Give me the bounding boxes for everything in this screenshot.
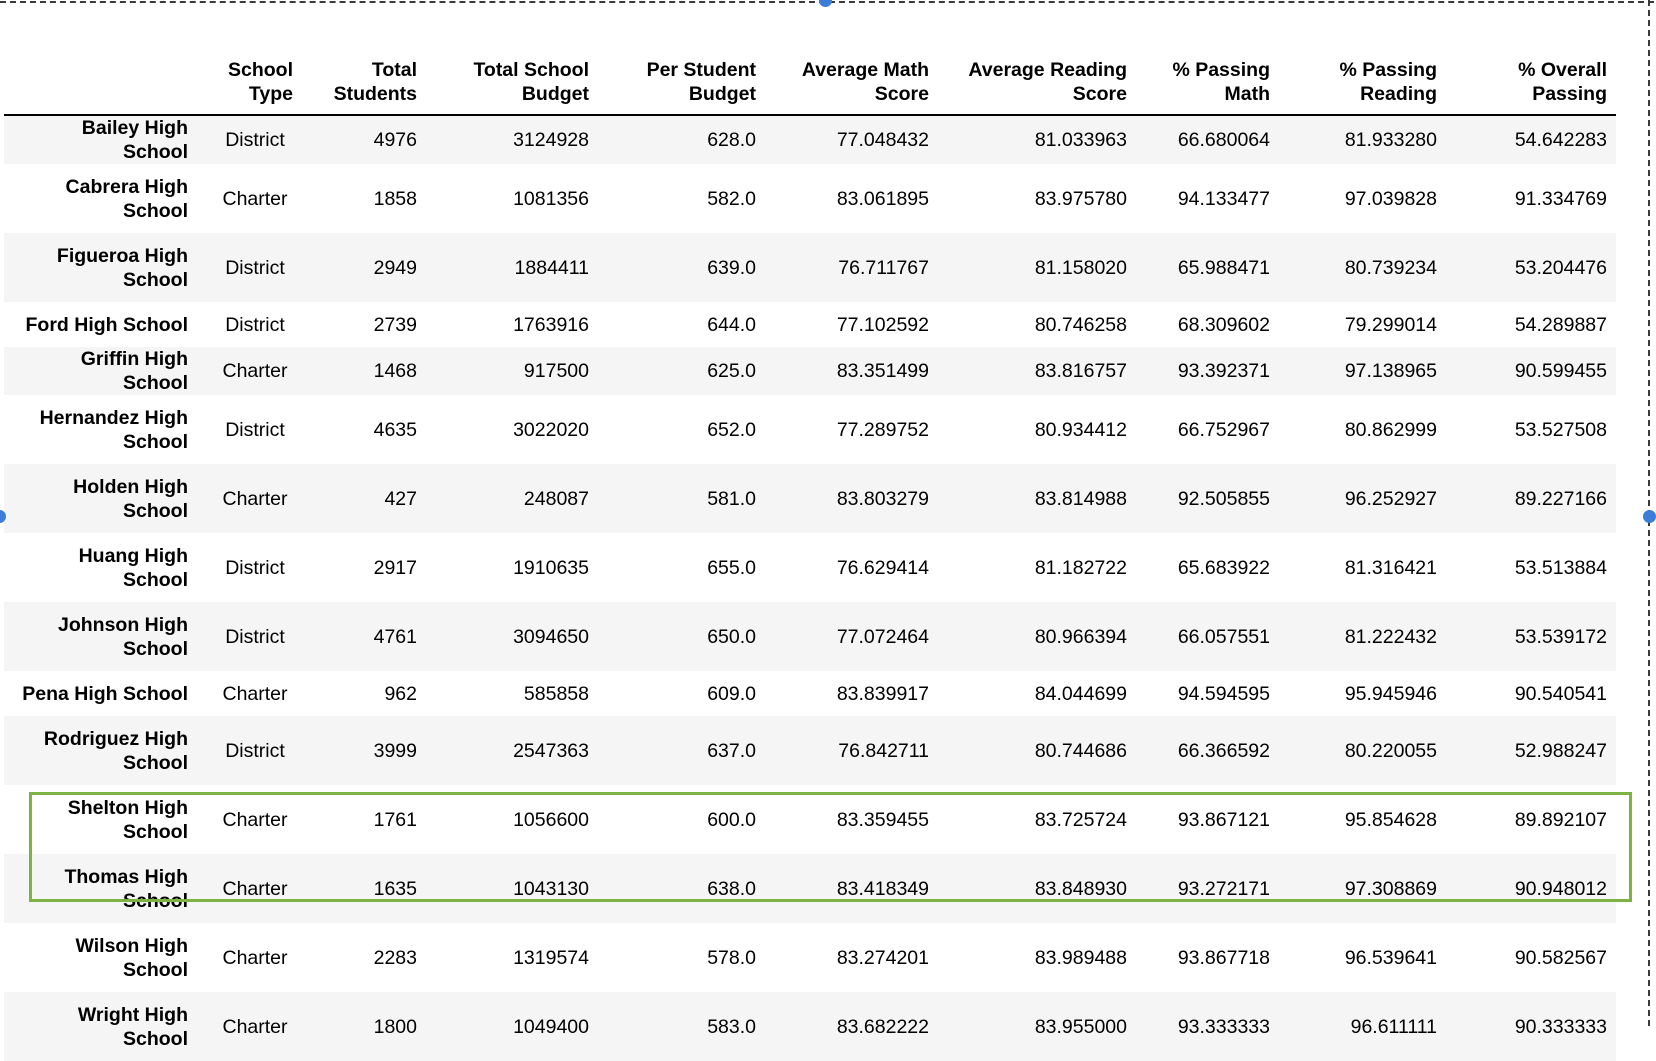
table-cell: 91.334769 (1514, 187, 1607, 210)
table-row (4, 233, 1616, 302)
table-cell: 96.539641 (1344, 946, 1437, 969)
row-index-school-name: Thomas High School (64, 865, 188, 912)
table-cell: 89.227166 (1514, 487, 1607, 510)
table-cell: 1635 (373, 877, 417, 900)
table-row (4, 164, 1616, 233)
table-row (4, 716, 1616, 785)
table-cell: 77.289752 (836, 418, 929, 441)
table-cell: 2283 (373, 946, 417, 969)
table-cell: 83.418349 (836, 877, 929, 900)
table-cell: 638.0 (707, 877, 756, 900)
table-row (4, 992, 1616, 1061)
row-index-school-name: Wright High School (77, 1003, 188, 1050)
table-cell: 83.274201 (836, 946, 929, 969)
table-cell: 97.039828 (1344, 187, 1437, 210)
table-cell: 95.854628 (1344, 808, 1437, 831)
table-cell: 93.333333 (1177, 1015, 1270, 1038)
table-cell: 585858 (523, 682, 589, 705)
table-cell: 77.072464 (836, 625, 929, 648)
table-cell: 53.204476 (1514, 256, 1607, 279)
index-header (4, 0, 197, 115)
table-cell: 90.582567 (1514, 946, 1607, 969)
table-cell: 628.0 (707, 129, 756, 151)
table-cell: 81.316421 (1344, 556, 1437, 579)
table-cell: 95.945946 (1344, 682, 1437, 705)
table-cell: 80.744686 (1034, 739, 1127, 762)
column-header-total-school-budget: Total School Budget (426, 0, 598, 115)
table-cell: 1763916 (513, 313, 589, 336)
selection-handle-right[interactable] (1643, 510, 1656, 523)
table-cell: 83.359455 (836, 808, 929, 831)
table-cell: Charter (222, 808, 288, 831)
table-cell: 1468 (373, 360, 417, 382)
table-cell: 4761 (373, 625, 417, 648)
table-cell: 80.966394 (1034, 625, 1127, 648)
row-index-school-name: Huang High School (78, 544, 188, 591)
table-cell: 652.0 (707, 418, 756, 441)
table-cell: 81.222432 (1344, 625, 1437, 648)
table-cell: 66.680064 (1177, 129, 1270, 151)
table-cell: 80.220055 (1344, 739, 1437, 762)
table-cell: 90.540541 (1514, 682, 1607, 705)
table-cell: 93.867718 (1177, 946, 1270, 969)
table-cell: 639.0 (707, 256, 756, 279)
table-cell: 54.289887 (1514, 313, 1607, 336)
table-cell: District (225, 129, 285, 151)
table-cell: 81.182722 (1034, 556, 1127, 579)
table-cell: 582.0 (707, 187, 756, 210)
table-row (4, 533, 1616, 602)
table-cell: 2739 (373, 313, 417, 336)
table-row (4, 602, 1616, 671)
table-cell: 3124928 (513, 129, 589, 151)
table-cell: District (225, 739, 285, 762)
table-cell: 83.814988 (1034, 487, 1127, 510)
table-cell: 53.513884 (1514, 556, 1607, 579)
table-row (4, 785, 1616, 854)
table-cell: 66.057551 (1177, 625, 1270, 648)
table-cell: 53.527508 (1514, 418, 1607, 441)
row-index-school-name: Johnson High School (58, 613, 188, 660)
table-cell: 1049400 (513, 1015, 589, 1038)
table-cell: 4635 (373, 418, 417, 441)
table-cell: 96.611111 (1350, 1015, 1437, 1038)
table-cell: 84.044699 (1034, 682, 1127, 705)
table-cell: 94.594595 (1177, 682, 1270, 705)
table-cell: 1081356 (513, 187, 589, 210)
table-cell: 4976 (373, 129, 417, 151)
table-cell: Charter (222, 946, 288, 969)
table-row (4, 671, 1616, 716)
school-summary-table (4, 0, 1616, 1061)
table-cell: 83.975780 (1034, 187, 1127, 210)
row-index-school-name: Rodriguez High School (43, 727, 188, 774)
table-cell: 248087 (523, 487, 589, 510)
column-header-overall-passing: % Overall Passing (1446, 0, 1616, 115)
table-cell: 76.711767 (838, 256, 929, 279)
table-cell: 427 (384, 487, 417, 510)
table-row (4, 115, 1616, 164)
table-row (4, 464, 1616, 533)
row-index-school-name: Cabrera High School (65, 175, 188, 222)
table-cell: 1910635 (513, 556, 589, 579)
table-cell: District (225, 556, 285, 579)
table-cell: 962 (384, 682, 417, 705)
table-cell: 583.0 (707, 1015, 756, 1038)
table-cell: 3094650 (513, 625, 589, 648)
row-index-school-name: Griffin High School (80, 348, 188, 394)
row-index-school-name: Bailey High School (81, 117, 188, 163)
table-cell: Charter (222, 187, 288, 210)
table-cell: 625.0 (707, 360, 756, 382)
table-cell: 80.934412 (1034, 418, 1127, 441)
table-cell: Charter (222, 682, 288, 705)
table-cell: 609.0 (707, 682, 756, 705)
table-cell: District (225, 625, 285, 648)
table-cell: 1761 (373, 808, 417, 831)
column-header-passing-reading: % Passing Reading (1279, 0, 1446, 115)
table-cell: 68.309602 (1177, 313, 1270, 336)
table-cell: 1858 (373, 187, 417, 210)
table-cell: 93.272171 (1177, 877, 1270, 900)
column-header-school-type: School Type (197, 0, 302, 115)
table-cell: District (225, 418, 285, 441)
table-cell: 89.892107 (1514, 808, 1607, 831)
table-cell: Charter (222, 487, 288, 510)
table-row (4, 347, 1616, 395)
table-cell: 65.988471 (1177, 256, 1270, 279)
table-cell: 81.033963 (1034, 129, 1127, 151)
row-index-school-name: Pena High School (22, 682, 188, 705)
table-cell: 97.138965 (1344, 360, 1437, 382)
column-header-per-student-budget: Per Student Budget (598, 0, 765, 115)
table-cell: 637.0 (707, 739, 756, 762)
table-cell: 54.642283 (1514, 129, 1607, 151)
table-row (4, 395, 1616, 464)
table-cell: Charter (222, 360, 288, 382)
table-cell: 2547363 (513, 739, 589, 762)
table-cell: 1319574 (513, 946, 589, 969)
table-cell: District (225, 313, 285, 336)
table-cell: 83.061895 (836, 187, 929, 210)
table-cell: 83.351499 (836, 360, 929, 382)
row-index-school-name: Wilson High School (75, 934, 188, 981)
table-cell: 65.683922 (1177, 556, 1270, 579)
table-cell: District (225, 256, 285, 279)
table-row (4, 854, 1616, 923)
row-index-school-name: Shelton High School (67, 796, 188, 843)
table-cell: 80.739234 (1344, 256, 1437, 279)
table-cell: 93.867121 (1177, 808, 1270, 831)
table-cell: 2949 (373, 256, 417, 279)
table-cell: 578.0 (707, 946, 756, 969)
table-cell: 917500 (523, 360, 589, 382)
table-cell: 83.816757 (1034, 360, 1127, 382)
table-cell: 77.102592 (836, 313, 929, 336)
column-header-average-reading-score: Average Reading Score (938, 0, 1136, 115)
table-cell: 83.682222 (836, 1015, 929, 1038)
table-cell: 3999 (373, 739, 417, 762)
table-header (4, 0, 1616, 115)
table-cell: 83.848930 (1034, 877, 1127, 900)
table-cell: 52.988247 (1514, 739, 1607, 762)
column-header-average-math-score: Average Math Score (765, 0, 938, 115)
table-cell: 81.933280 (1344, 129, 1437, 151)
row-index-school-name: Ford High School (25, 313, 188, 336)
table-cell: 79.299014 (1344, 313, 1437, 336)
table-cell: 81.158020 (1034, 256, 1127, 279)
table-cell: 90.948012 (1514, 877, 1607, 900)
table-cell: 600.0 (707, 808, 756, 831)
column-header-total-students: Total Students (302, 0, 426, 115)
table-cell: 83.725724 (1034, 808, 1127, 831)
table-row (4, 923, 1616, 992)
table-cell: Charter (222, 877, 288, 900)
table-cell: 83.803279 (836, 487, 929, 510)
table-cell: 1884411 (514, 256, 589, 279)
table-cell: 53.539172 (1514, 625, 1607, 648)
table-cell: 66.366592 (1177, 739, 1270, 762)
table-cell: 83.989488 (1034, 946, 1127, 969)
table-cell: Charter (222, 1015, 288, 1038)
table-cell: 644.0 (707, 313, 756, 336)
row-index-school-name: Hernandez High School (39, 406, 188, 453)
table-cell: 90.599455 (1514, 360, 1607, 382)
table-cell: 76.629414 (836, 556, 929, 579)
table-cell: 3022020 (513, 418, 589, 441)
table-cell: 1800 (373, 1015, 417, 1038)
table-cell: 650.0 (707, 625, 756, 648)
column-header-passing-math: % Passing Math (1136, 0, 1279, 115)
table-cell: 80.746258 (1034, 313, 1127, 336)
table-cell: 94.133477 (1177, 187, 1270, 210)
table-cell: 80.862999 (1344, 418, 1437, 441)
table-cell: 96.252927 (1344, 487, 1437, 510)
table-cell: 581.0 (707, 487, 756, 510)
table-cell: 93.392371 (1177, 360, 1270, 382)
table-cell: 1056600 (513, 808, 589, 831)
table-cell: 2917 (373, 556, 417, 579)
table-cell: 66.752967 (1177, 418, 1270, 441)
table-row (4, 302, 1616, 347)
table-cell: 655.0 (707, 556, 756, 579)
table-cell: 76.842711 (838, 739, 929, 762)
row-index-school-name: Holden High School (73, 475, 188, 522)
table-cell: 1043130 (513, 877, 589, 900)
table-body (4, 115, 1616, 1061)
table-cell: 90.333333 (1514, 1015, 1607, 1038)
table-cell: 92.505855 (1177, 487, 1270, 510)
row-index-school-name: Figueroa High School (56, 244, 188, 291)
table-cell: 83.839917 (836, 682, 929, 705)
table-cell: 83.955000 (1034, 1015, 1127, 1038)
table-cell: 97.308869 (1344, 877, 1437, 900)
table-cell: 77.048432 (836, 129, 929, 151)
